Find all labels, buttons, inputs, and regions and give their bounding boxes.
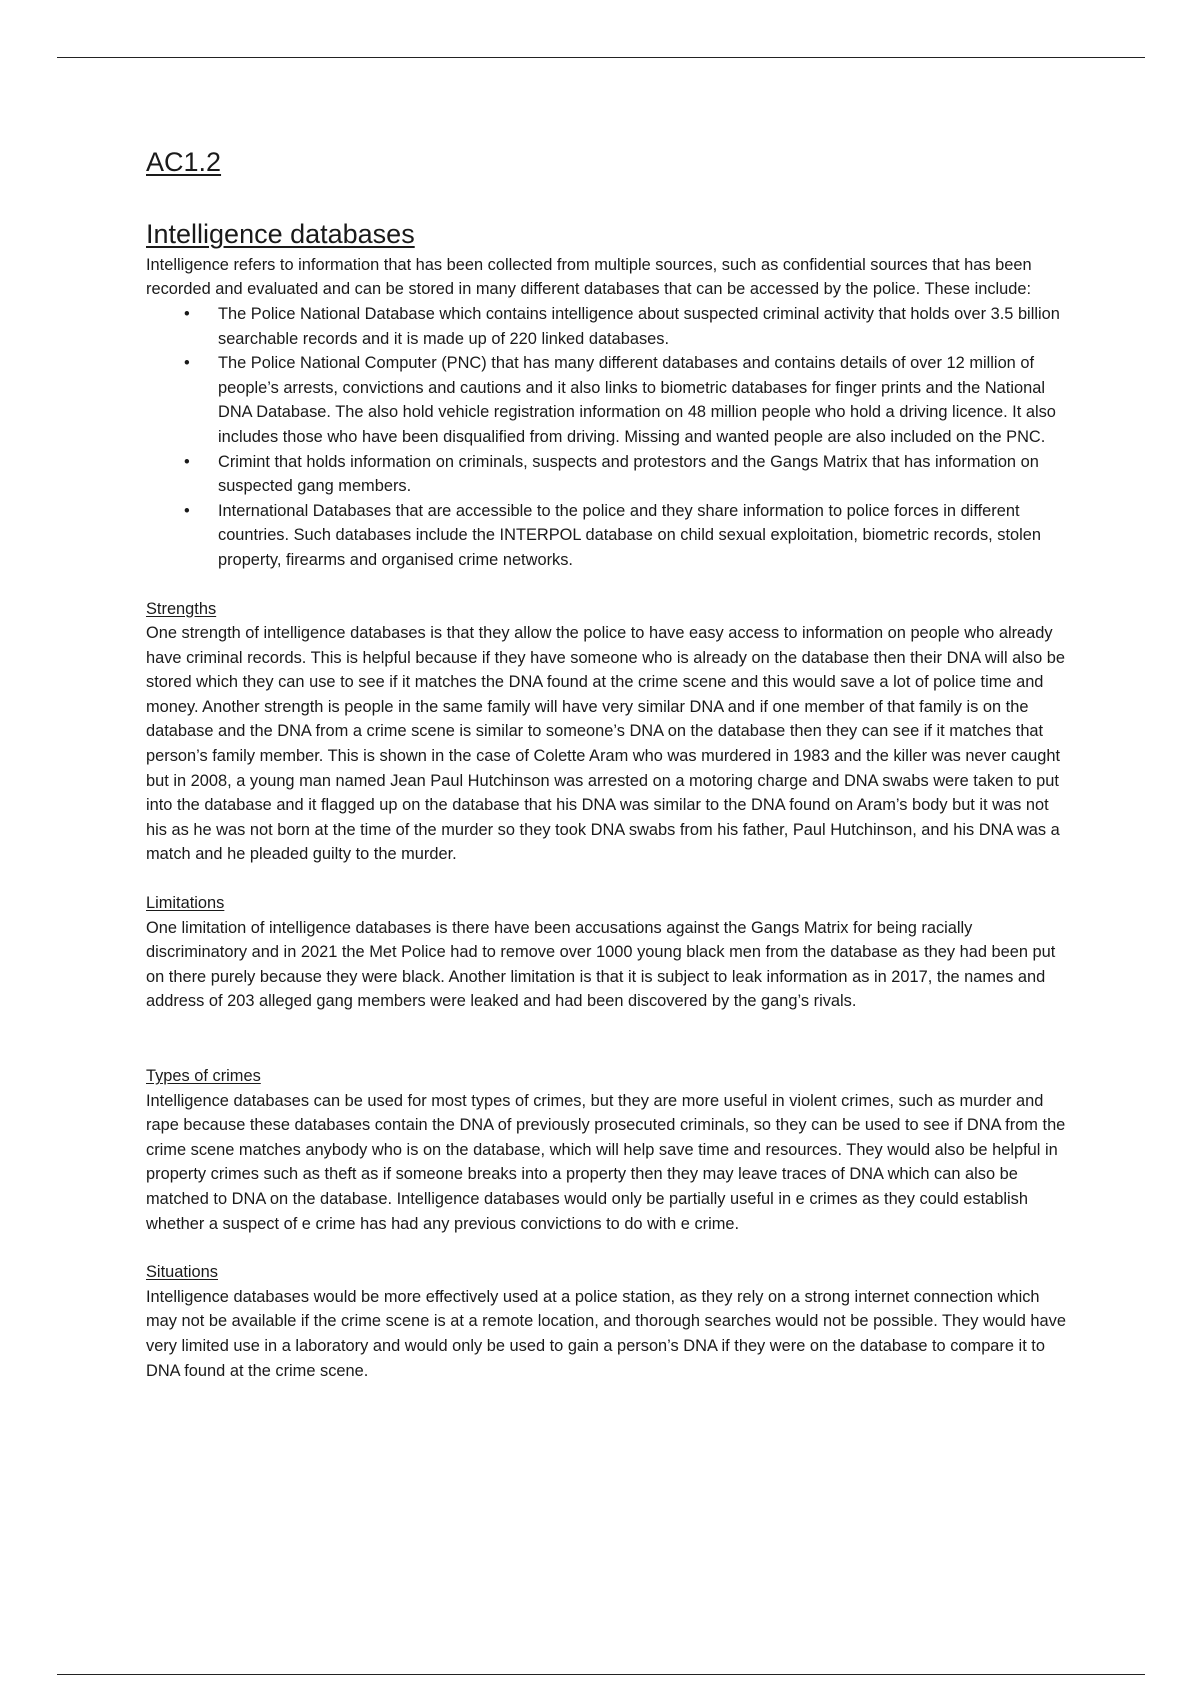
limitations-heading: Limitations — [146, 894, 225, 913]
intro-paragraph: Intelligence refers to information that has been collected from multiple sources, such as confidential sources that has been recorded and evaluated and can be stored in many different databases that can be accessed by the police. These include: — [146, 255, 1032, 299]
spacer — [146, 867, 1066, 891]
list-item — [146, 351, 1066, 449]
bullet-icon: • — [184, 452, 190, 471]
assessment-code-heading: AC1.2 — [146, 147, 222, 177]
situations-heading: Situations — [146, 1263, 218, 1282]
list-item-text: Crimint that holds information on criminals, suspects and protestors and the Gangs Matrix that has information on suspected gang members. — [218, 452, 1039, 496]
types-of-crimes-heading: Types of crimes — [146, 1067, 261, 1085]
list-item — [146, 450, 1066, 499]
limitations-paragraph: One limitation of intelligence databases is there have been accusations against the Gangs Matrix for being racially discriminatory and in 2021 the Met Police had to remove over 1000 young black men from the database as they had been put on there purely because they were black. Another limitation is that it is subject to leak information as in 2017, the names and address of 203 alleged gang members were leaked and had been discovered by the gang’s rivals. — [146, 918, 1056, 1011]
types-of-crimes-paragraph: Intelligence databases can be used for most types of crimes, but they are more useful in violent crimes, such as murder and rape because these databases contain the DNA of previously prosecuted criminals, so they can be used to see if DNA from the crime scene matches anybody who is on the database, which will help save time and resources. They would also be helpful in property crimes such as theft as if someone breaks into a property then they may leave traces of DNA which can also be matched to DNA on the database. Intelligence databases would only be partially useful in e crimes as they could establish whether a suspect of e crime has had any previous convictions to do with e crime. — [146, 1091, 1066, 1233]
strengths-heading: Strengths — [146, 599, 217, 618]
list-item-text: The Police National Computer (PNC) that has many different databases and contains details of over 12 million of people’s arrests, convictions and cautions and it also links to biometric databases for finger prints and the National DNA Database. The also hold vehicle registration information on 48 million people who hold a driving licence. It also includes those who have been disqualified from driving. Missing and wanted people are also included on the PNC. — [218, 354, 1056, 446]
bullet-icon: • — [184, 354, 190, 373]
spacer — [146, 1014, 1066, 1064]
bullet-icon: • — [184, 304, 190, 323]
document-body — [146, 146, 1066, 1383]
footer-rule — [57, 1674, 1145, 1675]
section-title: Intelligence databases — [146, 219, 415, 250]
header-rule — [57, 57, 1145, 58]
list-item — [146, 302, 1066, 351]
list-item-text: International Databases that are accessible to the police and they share information to police forces in different countries. Such databases include the INTERPOL database on child sexual exploitation, biometric records, stolen property, firearms and organised crime networks. — [218, 501, 1042, 569]
list-item-text: The Police National Database which contains intelligence about suspected criminal activity that holds over 3.5 billion searchable records and it is made up of 220 linked databases. — [218, 304, 1060, 348]
database-list — [146, 302, 1066, 573]
situations-paragraph: Intelligence databases would be more effectively used at a police station, as they rely on a strong internet connection which may not be available if the crime scene is at a remote location, and thorough searches would not be possible. They would have very limited use in a laboratory and would only be used to gain a person’s DNA if they were on the database to compare it to DNA found at the crime scene. — [146, 1287, 1066, 1380]
strengths-paragraph: One strength of intelligence databases is that they allow the police to have easy access to information on people who already have criminal records. This is helpful because if they have someone who is already on the database then their DNA will also be stored which they can use to see if it matches the DNA found at the crime scene and this would save a lot of police time and money. Another strength is people in the same family will have very similar DNA and if one member of that family is on the database and the DNA from a crime scene is similar to someone’s DNA on the database then they can see if it matches that person’s family member. This is shown in the case of Colette Aram who was murdered in 1983 and the killer was never caught but in 2008, a young man named Jean Paul Hutchinson was arrested on a motoring charge and DNA swabs were taken to put into the database and it flagged up on the database that his DNA was similar to the DNA found on Aram’s body but it was not his as he was not born at the time of the murder so they took DNA swabs from his father, Paul Hutchinson, and his DNA was a match and he pleaded guilty to the murder. — [146, 624, 1065, 864]
bullet-icon: • — [184, 501, 190, 520]
spacer — [146, 573, 1066, 597]
list-item — [146, 499, 1066, 573]
spacer — [146, 1236, 1066, 1260]
